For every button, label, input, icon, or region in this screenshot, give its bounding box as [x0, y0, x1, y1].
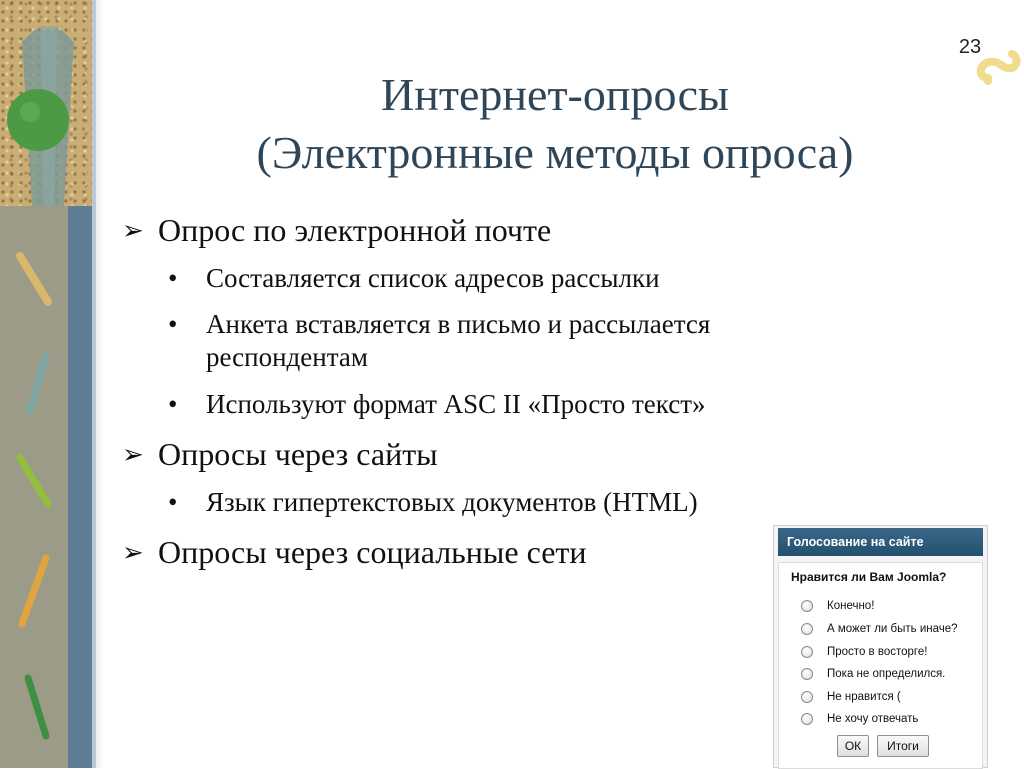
- dot-bullet-icon: •: [168, 389, 178, 419]
- slide-title: [120, 66, 990, 182]
- bullet-text: Анкета вставляется в письмо и рассылается: [206, 309, 711, 339]
- title-line-2: (Электронные методы опроса): [256, 127, 854, 178]
- bullet-text: Язык гипертекстовых документов (HTML): [206, 487, 698, 517]
- poll-option-label: Не хочу отвечать: [827, 713, 919, 725]
- page-number: 23: [958, 36, 982, 58]
- dot-bullet-icon: •: [168, 309, 178, 339]
- poll-question: Нравится ли Вам Joomla?: [791, 570, 947, 584]
- bullet-text: Опросы через социальные сети: [158, 534, 587, 570]
- poll-option-label: А может ли быть иначе?: [827, 623, 958, 635]
- poll-option-label: Конечно!: [827, 600, 875, 612]
- radio-button[interactable]: [801, 646, 813, 658]
- poll-option-label: Пока не определился.: [827, 668, 946, 680]
- bullet-website-survey: [122, 436, 438, 473]
- bullet-text: Опрос по электронной почте: [158, 212, 552, 248]
- arrow-bullet-icon: ➢: [122, 216, 144, 245]
- radio-button[interactable]: [801, 713, 813, 725]
- decorative-sand-band: [0, 0, 92, 206]
- radio-button[interactable]: [801, 668, 813, 680]
- poll-option-label: Просто в восторге!: [827, 646, 928, 658]
- title-line-1: Интернет-опросы: [381, 69, 729, 120]
- dot-bullet-icon: •: [168, 487, 178, 517]
- ok-button[interactable]: ОК: [837, 735, 869, 757]
- poll-option-label: Не нравится (: [827, 691, 901, 703]
- radio-button[interactable]: [801, 600, 813, 612]
- radio-button[interactable]: [801, 691, 813, 703]
- decorative-divider-fade: [96, 0, 104, 768]
- bullet-text-continued: респондентам: [206, 342, 368, 372]
- bullet-email-survey: [122, 212, 551, 249]
- bullet-text: Опросы через сайты: [158, 436, 438, 472]
- decorative-blue-band: [68, 206, 92, 768]
- arrow-bullet-icon: ➢: [122, 440, 144, 469]
- poll-body: [778, 562, 983, 769]
- poll-header: Голосование на сайте: [778, 528, 983, 556]
- dot-bullet-icon: •: [168, 263, 178, 293]
- decorative-grey-band: [0, 206, 68, 768]
- poll-widget: [773, 525, 988, 768]
- bullet-social-survey: [122, 534, 587, 571]
- radio-button[interactable]: [801, 623, 813, 635]
- arrow-bullet-icon: ➢: [122, 538, 144, 567]
- results-button[interactable]: Итоги: [877, 735, 929, 757]
- bullet-text: Используют формат ASC II «Просто текст»: [206, 389, 706, 419]
- bullet-text: Составляется список адресов рассылки: [206, 263, 660, 293]
